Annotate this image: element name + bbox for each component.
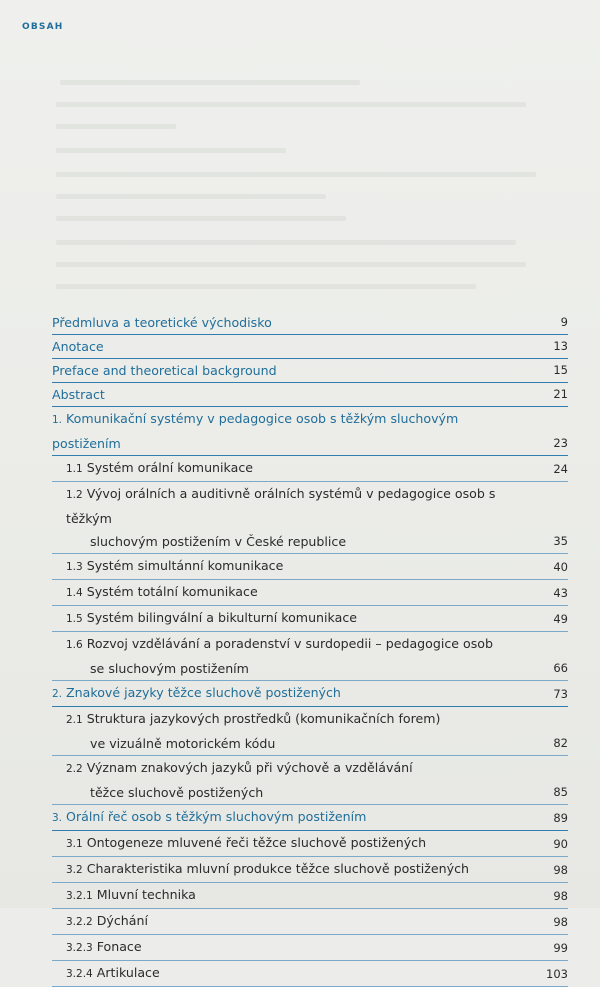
toc-entry-title [52,961,538,986]
toc-entry-row [52,707,568,755]
toc-entry-title [52,909,538,934]
page-header: OBSAH [22,22,64,32]
toc-section-entry[interactable] [52,935,568,961]
toc-entry-text: Fonace [96,939,142,954]
toc-page-number: 24 [553,462,568,476]
toc-section-entry[interactable] [52,831,568,857]
toc-page-number: 98 [553,863,568,877]
toc-entry-number: 1.3 [66,561,83,573]
toc-entry-row [52,580,568,605]
toc-entry-title [52,707,538,755]
toc-entry-number: 1.5 [66,613,83,625]
toc-entry-title [52,456,538,481]
toc-entry-title-line [52,681,498,706]
bleed-through-line [56,262,526,267]
toc-entry-row [52,961,568,986]
toc-entry-title-line [52,335,498,358]
bleed-through-line [60,80,360,85]
toc-entry-text: těžce sluchově postižených [90,785,264,800]
toc-entry-title-line [66,657,498,680]
toc-page-number: 103 [546,967,568,981]
toc-entry-row [52,883,568,908]
toc-page-number: 90 [553,837,568,851]
toc-page-number: 9 [560,315,568,329]
toc-entry-text: Předmluva a teoretické východisko [52,315,272,330]
toc-entry-row [52,482,568,553]
toc-page-number: 89 [553,811,568,825]
toc-entry-title-line [66,756,498,781]
toc-page-number: 23 [553,436,568,450]
toc-entry-row [52,681,568,706]
toc-page-number: 99 [553,941,568,955]
toc-entry-title [52,383,538,406]
toc-section-entry[interactable] [52,580,568,606]
toc-entry-title-line [66,909,498,934]
bleed-through-line [56,102,526,107]
toc-entry-title-line [66,456,498,481]
toc-entry-text: Dýchání [96,913,148,928]
toc-entry-title [52,335,538,358]
toc-entry-title-line [66,857,498,882]
toc-entry-row [52,554,568,579]
toc-entry-text: Charakteristika mluvní produkce těžce sluchově postižených [86,861,469,876]
toc-entry-title-line [66,580,498,605]
toc-entry-text: Systém orální komunikace [86,460,253,475]
toc-entry-title-line [52,805,498,830]
toc-entry-text: Systém totální komunikace [86,584,258,599]
toc-entry-title [52,756,538,804]
bleed-through-line [56,284,476,289]
toc-entry-title-line [66,606,498,631]
table-of-contents [52,311,568,987]
toc-section-entry[interactable] [52,482,568,554]
toc-entry-text: Význam znakových jazyků při výchově a vzdělávání [86,760,413,775]
toc-page-number: 15 [553,363,568,377]
toc-page-number: 13 [553,339,568,353]
toc-entry-number: 1.4 [66,587,83,599]
bleed-through-line [56,216,346,221]
toc-entry-text: Orální řeč osob s těžkým sluchovým postižením [66,809,367,824]
toc-entry-title-line [66,482,498,530]
toc-entry-title-line [52,359,498,382]
toc-entry-row [52,606,568,631]
toc-entry-title-line [66,883,498,908]
toc-entry-number: 1. [52,414,63,426]
toc-entry-text: Abstract [52,387,105,402]
toc-section-entry[interactable] [52,707,568,756]
toc-entry-row [52,407,568,455]
toc-entry-title-line [52,383,498,406]
toc-entry-title-line [66,781,498,804]
toc-entry-title [52,606,538,631]
toc-section-entry[interactable] [52,857,568,883]
toc-entry-title [52,681,538,706]
toc-entry-row [52,335,568,358]
toc-entry-text: se sluchovým postižením [90,661,249,676]
toc-entry-number: 2. [52,688,63,700]
toc-entry-row [52,857,568,882]
bleed-through-line [56,148,286,153]
toc-entry-text: Znakové jazyky těžce sluchově postižených [66,685,341,700]
toc-entry-title-line [66,530,498,553]
bleed-through-line [56,194,326,199]
toc-entry-title [52,935,538,960]
toc-chapter-entry[interactable] [52,311,568,335]
toc-entry-number: 1.6 [66,639,83,651]
toc-chapter-entry[interactable] [52,805,568,831]
toc-page-number: 82 [553,736,568,750]
toc-entry-number: 3.1 [66,838,83,850]
toc-entry-row [52,359,568,382]
toc-entry-title-line [66,935,498,960]
toc-entry-text: sluchovým postižením v České republice [90,534,347,549]
toc-entry-title [52,580,538,605]
toc-entry-row [52,805,568,830]
toc-entry-title [52,632,538,680]
toc-entry-text: Anotace [52,339,104,354]
toc-section-entry[interactable] [52,456,568,482]
toc-section-entry[interactable] [52,606,568,632]
toc-page-number: 66 [553,661,568,675]
toc-entry-title [52,359,538,382]
toc-entry-number: 2.2 [66,763,83,775]
toc-entry-row [52,935,568,960]
bleed-through-line [56,172,536,177]
toc-entry-title-line [52,311,498,334]
toc-chapter-entry[interactable] [52,383,568,407]
toc-entry-title-line [66,707,498,732]
toc-entry-text: Mluvní technika [96,887,196,902]
toc-entry-text: Artikulace [96,965,160,980]
toc-entry-number: 1.2 [66,489,83,501]
toc-entry-number: 3.2.4 [66,968,93,980]
toc-section-entry[interactable] [52,883,568,909]
toc-entry-text: Vývoj orálních a auditivně orálních systémů v pedagogice osob s těžkým [66,486,496,526]
toc-entry-title-line [66,554,498,579]
toc-chapter-entry[interactable] [52,335,568,359]
toc-entry-title [52,831,538,856]
toc-entry-title-line [66,632,498,657]
toc-entry-text: Struktura jazykových prostředků (komunikačních forem) [86,711,441,726]
toc-entry-row [52,456,568,481]
toc-chapter-entry[interactable] [52,359,568,383]
toc-entry-text: Preface and theoretical background [52,363,277,378]
toc-section-entry[interactable] [52,909,568,935]
toc-section-entry[interactable] [52,961,568,987]
toc-entry-number: 3. [52,812,63,824]
toc-page-number: 35 [553,534,568,548]
toc-page-number: 43 [553,586,568,600]
toc-entry-row [52,831,568,856]
toc-entry-row [52,632,568,680]
toc-entry-title [52,857,538,882]
bleed-through-line [56,124,176,129]
toc-page-number: 98 [553,915,568,929]
toc-entry-title-line [52,407,498,455]
toc-entry-title-line [66,961,498,986]
toc-entry-number: 3.2.3 [66,942,93,954]
toc-section-entry[interactable] [52,632,568,681]
toc-entry-number: 3.2.2 [66,916,93,928]
toc-entry-row [52,756,568,804]
toc-entry-text: Systém bilingvální a bikulturní komunikace [86,610,357,625]
toc-entry-number: 3.2.1 [66,890,93,902]
toc-page-number: 49 [553,612,568,626]
toc-entry-row [52,909,568,934]
toc-page-number: 73 [553,687,568,701]
toc-page-number: 98 [553,889,568,903]
toc-entry-number: 1.1 [66,463,83,475]
toc-page-number: 21 [553,387,568,401]
toc-entry-title [52,554,538,579]
toc-entry-title [52,883,538,908]
bleed-through-line [56,240,516,245]
toc-entry-title [52,482,538,553]
toc-entry-text: Ontogeneze mluvené řeči těžce sluchově postižených [86,835,427,850]
toc-page-number: 40 [553,560,568,574]
toc-entry-title [52,805,538,830]
toc-entry-row [52,311,568,334]
toc-entry-row [52,383,568,406]
toc-section-entry[interactable] [52,554,568,580]
toc-entry-title-line [66,831,498,856]
toc-section-entry[interactable] [52,756,568,805]
toc-entry-text: ve vizuálně motorickém kódu [90,736,276,751]
toc-page-number: 85 [553,785,568,799]
toc-chapter-entry[interactable] [52,681,568,707]
toc-entry-title [52,407,538,455]
toc-entry-title-line [66,732,498,755]
toc-entry-text: Rozvoj vzdělávání a poradenství v surdopedii – pedagogice osob [86,636,494,651]
toc-entry-text: Systém simultánní komunikace [86,558,284,573]
toc-entry-title [52,311,538,334]
toc-entry-number: 2.1 [66,714,83,726]
toc-entry-text: Komunikační systémy v pedagogice osob s těžkým sluchovým postižením [52,411,459,451]
toc-entry-number: 3.2 [66,864,83,876]
toc-chapter-entry[interactable] [52,407,568,456]
